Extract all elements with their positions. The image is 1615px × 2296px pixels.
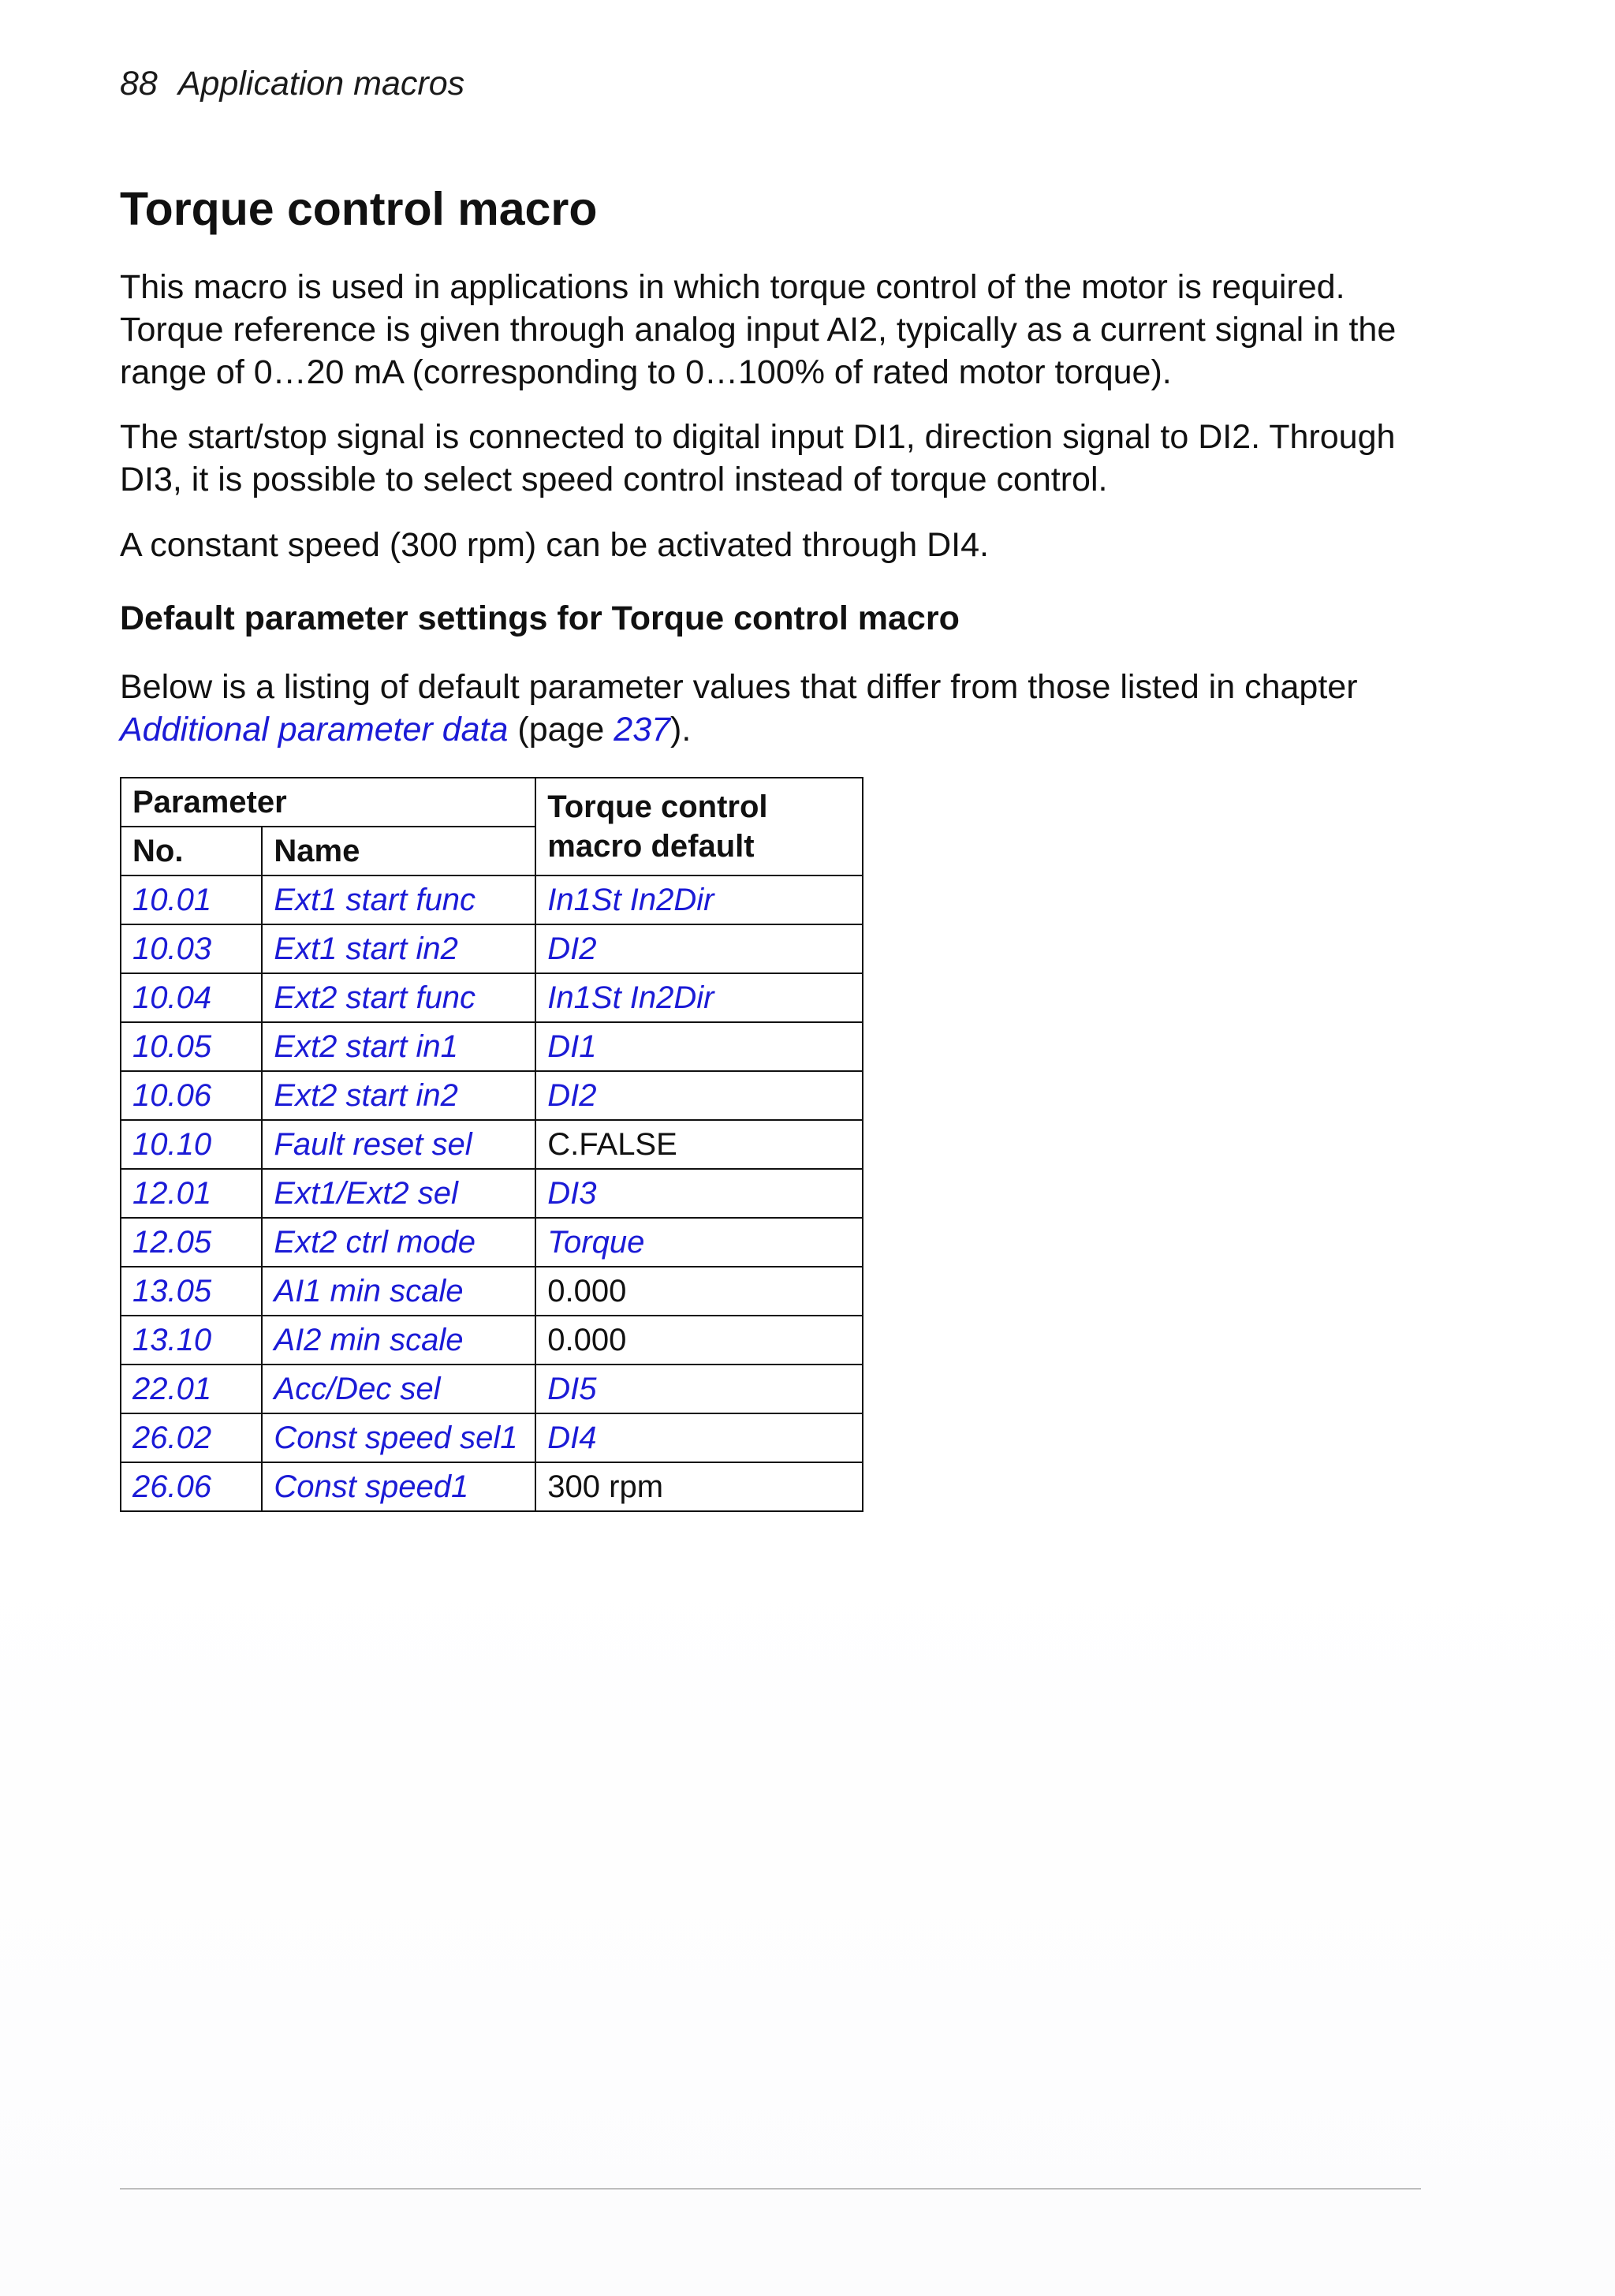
param-name-link[interactable]: Const speed1 (262, 1462, 535, 1511)
header-name: Name (262, 827, 535, 875)
paragraph-constant-speed (120, 524, 1460, 566)
param-number-link[interactable]: 10.04 (121, 973, 262, 1022)
header-macro-default-line: Torque control (547, 790, 768, 824)
table-row (121, 924, 863, 973)
table-row (121, 1218, 863, 1267)
page-ref-prefix: (page (508, 711, 614, 749)
param-number-link[interactable]: 12.01 (121, 1169, 262, 1218)
param-number-link[interactable]: 12.05 (121, 1218, 262, 1267)
page-background (0, 1538, 1615, 2296)
param-value: 0.000 (535, 1316, 863, 1365)
link-additional-parameter-data[interactable]: Additional parameter data (120, 711, 509, 749)
paragraph-description (120, 266, 1460, 394)
paragraph-line (120, 708, 1460, 751)
table-row (121, 973, 863, 1022)
param-value-link[interactable]: DI4 (535, 1413, 863, 1462)
param-number-link[interactable]: 22.01 (121, 1365, 262, 1413)
param-value-link[interactable]: In1St In2Dir (535, 875, 863, 924)
paragraph-line: Below is a listing of default parameter values that differ from those listed in chapter (120, 668, 1358, 706)
paragraph-start-stop (120, 416, 1460, 501)
param-number-link[interactable]: 10.10 (121, 1120, 262, 1169)
param-value-link[interactable]: Torque (535, 1218, 863, 1267)
param-number-link[interactable]: 10.06 (121, 1071, 262, 1120)
param-name-link[interactable]: Ext2 start in1 (262, 1022, 535, 1071)
header-macro-default (535, 778, 863, 875)
running-header (120, 65, 464, 103)
table-header-row (121, 778, 863, 827)
table-row (121, 1413, 863, 1462)
param-name-link[interactable]: AI1 min scale (262, 1267, 535, 1316)
param-value-link[interactable]: In1St In2Dir (535, 973, 863, 1022)
table-row (121, 1267, 863, 1316)
paragraph-line: DI3, it is possible to select speed control instead of torque control. (120, 461, 1108, 498)
paragraph-line: A constant speed (300 rpm) can be activated through DI4. (120, 526, 989, 564)
param-number-link[interactable]: 10.05 (121, 1022, 262, 1071)
param-value-link[interactable]: DI2 (535, 1071, 863, 1120)
param-name-link[interactable]: Ext2 start func (262, 973, 535, 1022)
param-number-link[interactable]: 13.10 (121, 1316, 262, 1365)
param-value: C.FALSE (535, 1120, 863, 1169)
param-number-link[interactable]: 26.06 (121, 1462, 262, 1511)
paragraph-line: range of 0…20 mA (corresponding to 0…100% of rated motor torque). (120, 353, 1172, 391)
param-name-link[interactable]: Ext1 start in2 (262, 924, 535, 973)
param-number-link[interactable]: 13.05 (121, 1267, 262, 1316)
paragraph-line: This macro is used in applications in which torque control of the motor is required. (120, 268, 1345, 306)
running-header-section: Application macros (177, 65, 465, 103)
header-no: No. (121, 827, 262, 875)
param-value-link[interactable]: DI1 (535, 1022, 863, 1071)
table-row (121, 875, 863, 924)
table-row (121, 1022, 863, 1071)
param-name-link[interactable]: Ext2 ctrl mode (262, 1218, 535, 1267)
footer-divider (120, 2188, 1421, 2190)
table-row (121, 1462, 863, 1511)
paragraph-line: Torque reference is given through analog input AI2, typically as a current signal in the (120, 311, 1397, 349)
param-name-link[interactable]: Ext1 start func (262, 875, 535, 924)
table-row (121, 1120, 863, 1169)
param-name-link[interactable]: Const speed sel1 (262, 1413, 535, 1462)
param-name-link[interactable]: AI2 min scale (262, 1316, 535, 1365)
table-row (121, 1365, 863, 1413)
page-number: 88 (120, 65, 158, 103)
param-name-link[interactable]: Fault reset sel (262, 1120, 535, 1169)
paragraph-line: The start/stop signal is connected to digital input DI1, direction signal to DI2. Through (120, 418, 1396, 456)
param-value: 300 rpm (535, 1462, 863, 1511)
param-value-link[interactable]: DI3 (535, 1169, 863, 1218)
paragraph-intro (120, 666, 1460, 751)
param-number-link[interactable]: 26.02 (121, 1413, 262, 1462)
table-row (121, 1169, 863, 1218)
parameter-table (120, 777, 863, 1512)
table-row (121, 1071, 863, 1120)
table-row (121, 1316, 863, 1365)
table-subheading: Default parameter settings for Torque control macro (120, 599, 960, 637)
page-ref-suffix: ). (670, 711, 692, 749)
param-name-link[interactable]: Ext1/Ext2 sel (262, 1169, 535, 1218)
header-macro-default-line: macro default (547, 829, 755, 864)
link-page-237[interactable]: 237 (614, 711, 671, 749)
param-value: 0.000 (535, 1267, 863, 1316)
param-value-link[interactable]: DI2 (535, 924, 863, 973)
param-name-link[interactable]: Ext2 start in2 (262, 1071, 535, 1120)
param-name-link[interactable]: Acc/Dec sel (262, 1365, 535, 1413)
param-number-link[interactable]: 10.01 (121, 875, 262, 924)
section-title: Torque control macro (120, 183, 598, 235)
param-number-link[interactable]: 10.03 (121, 924, 262, 973)
header-parameter: Parameter (121, 778, 535, 827)
param-value-link[interactable]: DI5 (535, 1365, 863, 1413)
